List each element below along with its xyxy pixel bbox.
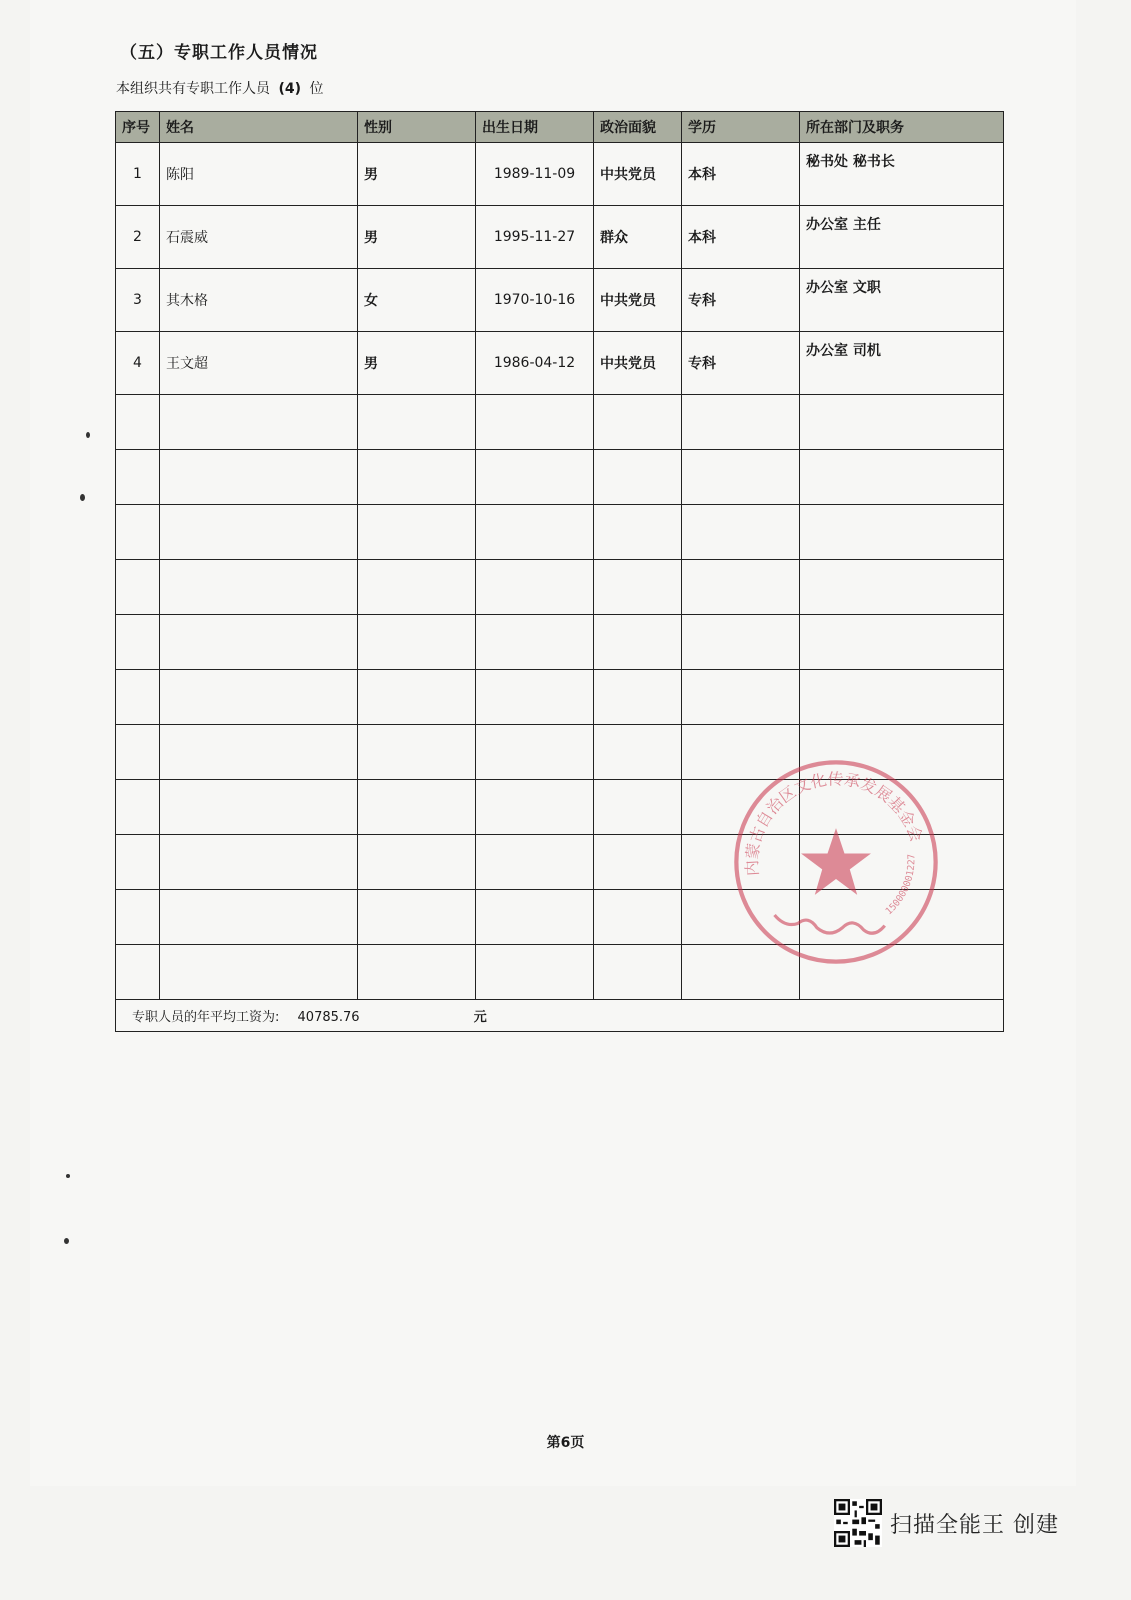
table-row <box>116 332 1004 395</box>
header-name: 姓名 <box>160 112 358 143</box>
header-political: 政治面貌 <box>594 112 682 143</box>
empty-cell <box>594 945 682 1000</box>
header-education: 学历 <box>682 112 800 143</box>
cell-name: 陈阳 <box>160 143 358 206</box>
table-row <box>116 143 1004 206</box>
table-row <box>116 206 1004 269</box>
table-row-empty <box>116 670 1004 725</box>
empty-cell <box>358 890 476 945</box>
empty-cell <box>594 890 682 945</box>
salary-value: 40785.76 <box>297 1010 360 1025</box>
scanner-watermark <box>834 1498 1059 1548</box>
table-row-empty <box>116 395 1004 450</box>
empty-cell <box>358 670 476 725</box>
cell-dept: 办公室 主任 <box>800 206 1004 269</box>
table-row-empty <box>116 505 1004 560</box>
empty-cell <box>682 670 800 725</box>
staff-count-line <box>116 78 323 98</box>
empty-cell <box>358 450 476 505</box>
empty-cell <box>160 615 358 670</box>
empty-cell <box>800 505 1004 560</box>
empty-cell <box>800 560 1004 615</box>
seal-code: 150000001227 <box>883 853 918 918</box>
header-dept: 所在部门及职务 <box>800 112 1004 143</box>
empty-cell <box>476 725 594 780</box>
empty-cell <box>358 505 476 560</box>
empty-cell <box>594 725 682 780</box>
cell-no: 1 <box>116 143 160 206</box>
empty-cell <box>682 560 800 615</box>
cell-no: 2 <box>116 206 160 269</box>
empty-cell <box>116 670 160 725</box>
staff-count: (4) <box>278 81 301 97</box>
header-birth: 出生日期 <box>476 112 594 143</box>
scan-speck <box>66 1174 70 1178</box>
header-gender: 性别 <box>358 112 476 143</box>
salary-unit: 元 <box>473 1010 487 1025</box>
empty-cell <box>116 505 160 560</box>
empty-cell <box>476 560 594 615</box>
empty-cell <box>800 395 1004 450</box>
empty-cell <box>160 890 358 945</box>
empty-cell <box>682 450 800 505</box>
cell-no: 3 <box>116 269 160 332</box>
empty-cell <box>476 945 594 1000</box>
empty-cell <box>800 450 1004 505</box>
cell-dept: 办公室 司机 <box>800 332 1004 395</box>
table-row <box>116 269 1004 332</box>
table-row-empty <box>116 560 1004 615</box>
empty-cell <box>800 615 1004 670</box>
empty-cell <box>682 615 800 670</box>
empty-cell <box>116 450 160 505</box>
empty-cell <box>476 505 594 560</box>
empty-cell <box>476 890 594 945</box>
empty-cell <box>476 670 594 725</box>
header-no: 序号 <box>116 112 160 143</box>
cell-birth: 1995-11-27 <box>476 206 594 269</box>
empty-cell <box>358 560 476 615</box>
table-header-row <box>116 112 1004 143</box>
empty-cell <box>358 780 476 835</box>
salary-footer-cell <box>116 1000 1004 1032</box>
cell-political: 中共党员 <box>594 269 682 332</box>
empty-cell <box>358 725 476 780</box>
empty-cell <box>160 780 358 835</box>
cell-birth: 1970-10-16 <box>476 269 594 332</box>
empty-cell <box>476 780 594 835</box>
cell-gender: 女 <box>358 269 476 332</box>
empty-cell <box>476 450 594 505</box>
cell-gender: 男 <box>358 206 476 269</box>
empty-cell <box>476 395 594 450</box>
scan-speck <box>86 432 90 438</box>
table-row-empty <box>116 615 1004 670</box>
empty-cell <box>116 725 160 780</box>
empty-cell <box>682 505 800 560</box>
empty-cell <box>160 945 358 1000</box>
cell-dept: 秘书处 秘书长 <box>800 143 1004 206</box>
empty-cell <box>160 725 358 780</box>
scan-speck <box>64 1238 69 1244</box>
table-row-empty <box>116 450 1004 505</box>
empty-cell <box>116 780 160 835</box>
scan-speck <box>80 494 85 501</box>
seal-star-icon <box>801 828 871 895</box>
empty-cell <box>594 395 682 450</box>
empty-cell <box>160 395 358 450</box>
empty-cell <box>594 780 682 835</box>
cell-education: 专科 <box>682 269 800 332</box>
count-suffix: 位 <box>309 81 324 97</box>
empty-cell <box>594 505 682 560</box>
empty-cell <box>160 670 358 725</box>
empty-cell <box>160 560 358 615</box>
empty-cell <box>476 835 594 890</box>
cell-birth: 1989-11-09 <box>476 143 594 206</box>
seal-mongolian-script <box>775 915 885 933</box>
watermark-text: 扫描全能王 创建 <box>890 1512 1059 1538</box>
empty-cell <box>358 945 476 1000</box>
seal-text: 内蒙古自治区文化传承发展基金会 <box>742 769 927 877</box>
cell-education: 本科 <box>682 206 800 269</box>
cell-name: 王文超 <box>160 332 358 395</box>
cell-no: 4 <box>116 332 160 395</box>
cell-name: 其木格 <box>160 269 358 332</box>
official-seal <box>730 756 942 968</box>
count-prefix: 本组织共有专职工作人员 <box>116 81 270 97</box>
empty-cell <box>116 395 160 450</box>
page-number: 第6页 <box>546 1435 585 1451</box>
empty-cell <box>476 615 594 670</box>
empty-cell <box>358 615 476 670</box>
empty-cell <box>116 835 160 890</box>
cell-name: 石震威 <box>160 206 358 269</box>
salary-label: 专职人员的年平均工资为: <box>132 1010 280 1025</box>
cell-education: 本科 <box>682 143 800 206</box>
cell-political: 中共党员 <box>594 332 682 395</box>
empty-cell <box>594 615 682 670</box>
salary-footer-row <box>116 1000 1004 1032</box>
empty-cell <box>160 450 358 505</box>
empty-cell <box>800 670 1004 725</box>
empty-cell <box>116 890 160 945</box>
empty-cell <box>116 945 160 1000</box>
empty-cell <box>682 395 800 450</box>
empty-cell <box>594 560 682 615</box>
cell-gender: 男 <box>358 332 476 395</box>
cell-political: 中共党员 <box>594 143 682 206</box>
qr-code-icon <box>834 1499 882 1547</box>
empty-cell <box>594 670 682 725</box>
cell-political: 群众 <box>594 206 682 269</box>
empty-cell <box>160 505 358 560</box>
cell-gender: 男 <box>358 143 476 206</box>
section-title: （五）专职工作人员情况 <box>120 43 318 63</box>
empty-cell <box>116 615 160 670</box>
empty-cell <box>358 395 476 450</box>
empty-cell <box>594 835 682 890</box>
empty-cell <box>116 560 160 615</box>
empty-cell <box>594 450 682 505</box>
empty-cell <box>358 835 476 890</box>
empty-cell <box>160 835 358 890</box>
cell-education: 专科 <box>682 332 800 395</box>
cell-birth: 1986-04-12 <box>476 332 594 395</box>
cell-dept: 办公室 文职 <box>800 269 1004 332</box>
